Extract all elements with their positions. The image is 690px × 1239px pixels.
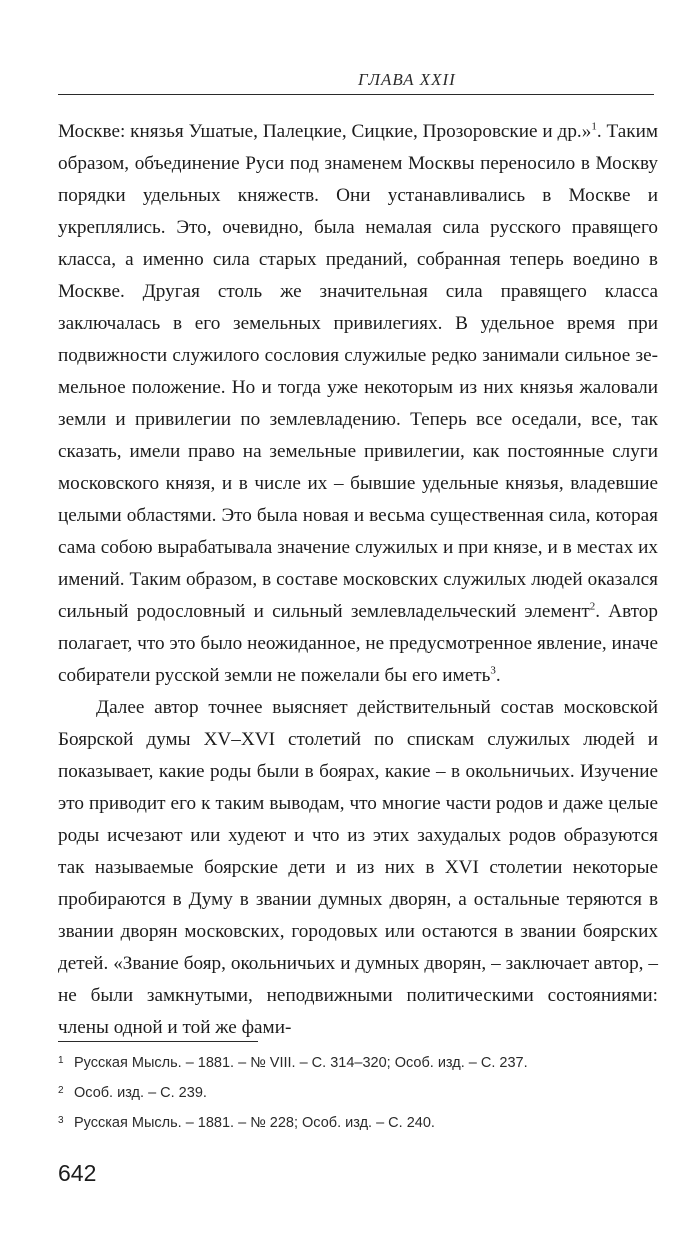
text-run: . Таким образом, объединение Руси под знаменем Москвы переносило в Москву порядки удельных княжеств. Они устанавливались в Москве и укреплялись. Это, очевидно, была немалая сила русского правящего класса, а именно сила старых преданий, собранная теперь воедино в Москве. Другая столь же значительная сила правящего класса заключалась в его земельных привилегиях. В удельное время при подвижности служилого сословия служилые редко занимали сильное земельное положение. Но и тогда уже некоторым из них князья жаловали земли и привилегии по землевладению. Теперь все оседали, все, так сказать, имели право на земельные привилегии, как постоянные слуги московского князя, и в числе их – бывшие удельные князья, владевшие целыми областями. Это была новая и весьма существенная сила, которая сама собою вырабатывала значение служилых и при князе, и в местах их имений. Таким образом, в составе московских служилых людей оказался сильный родословный и сильный землевладельческий элемент: [58, 121, 658, 622]
text-run: . Автор полагает, что это было неожиданное, не предусмотренное явление, иначе собиратели русской земли не пожелали бы его иметь: [58, 601, 658, 686]
paragraph-2: [58, 692, 658, 1044]
text-run: Далее автор точнее выясняет действительный состав московской Боярской думы XV–XVI столетий по спискам служилых людей и показывает, какие роды были в боярах, какие – в окольничьих. Изучение это приводит его к таким выводам, что многие части родов и даже целые роды исчезают или худеют и что из этих захудалых родов образуются так называемые боярские дети и из них в XVI столетии некоторые пробираются в Думу в звании думных дворян, а остальные теряются в звании дворян московских, городовых или остаются в звании боярских детей. «Звание бояр, окольничьих и думных дворян, – заключает автор, – не были замкнутыми, неподвижными политическими состояниями: члены одной и той же фами-: [58, 697, 658, 1038]
footnote-number: 1: [58, 1055, 64, 1066]
main-text: [58, 116, 658, 1044]
running-header: [58, 66, 654, 95]
footnote-text: Русская Мысль. – 1881. – № VIII. – С. 314–320; Особ. изд. – С. 237.: [74, 1055, 528, 1071]
footnotes: [58, 1049, 658, 1139]
footnote-3: [58, 1109, 658, 1139]
footnote-divider: [58, 1041, 258, 1042]
footnote-number: 2: [58, 1085, 64, 1096]
footnote-2: [58, 1079, 658, 1109]
paragraph-1: [58, 116, 658, 692]
footnote-1: [58, 1049, 658, 1079]
page-number: 642: [58, 1160, 97, 1186]
footnote-text: Особ. изд. – С. 239.: [74, 1085, 207, 1101]
footnote-ref-1: 1: [591, 120, 597, 133]
footnote-number: 3: [58, 1115, 64, 1126]
footnote-text: Русская Мысль. – 1881. – № 228; Особ. изд. – С. 240.: [74, 1115, 435, 1131]
text-run: Москве: князья Ушатые, Палецкие, Сицкие, Прозоровские и др.»: [58, 121, 592, 142]
text-run: .: [495, 665, 501, 686]
chapter-title: ГЛАВА XXII: [358, 70, 456, 89]
footnote-ref-3: 3: [490, 664, 496, 677]
footnote-ref-2: 2: [589, 600, 596, 613]
